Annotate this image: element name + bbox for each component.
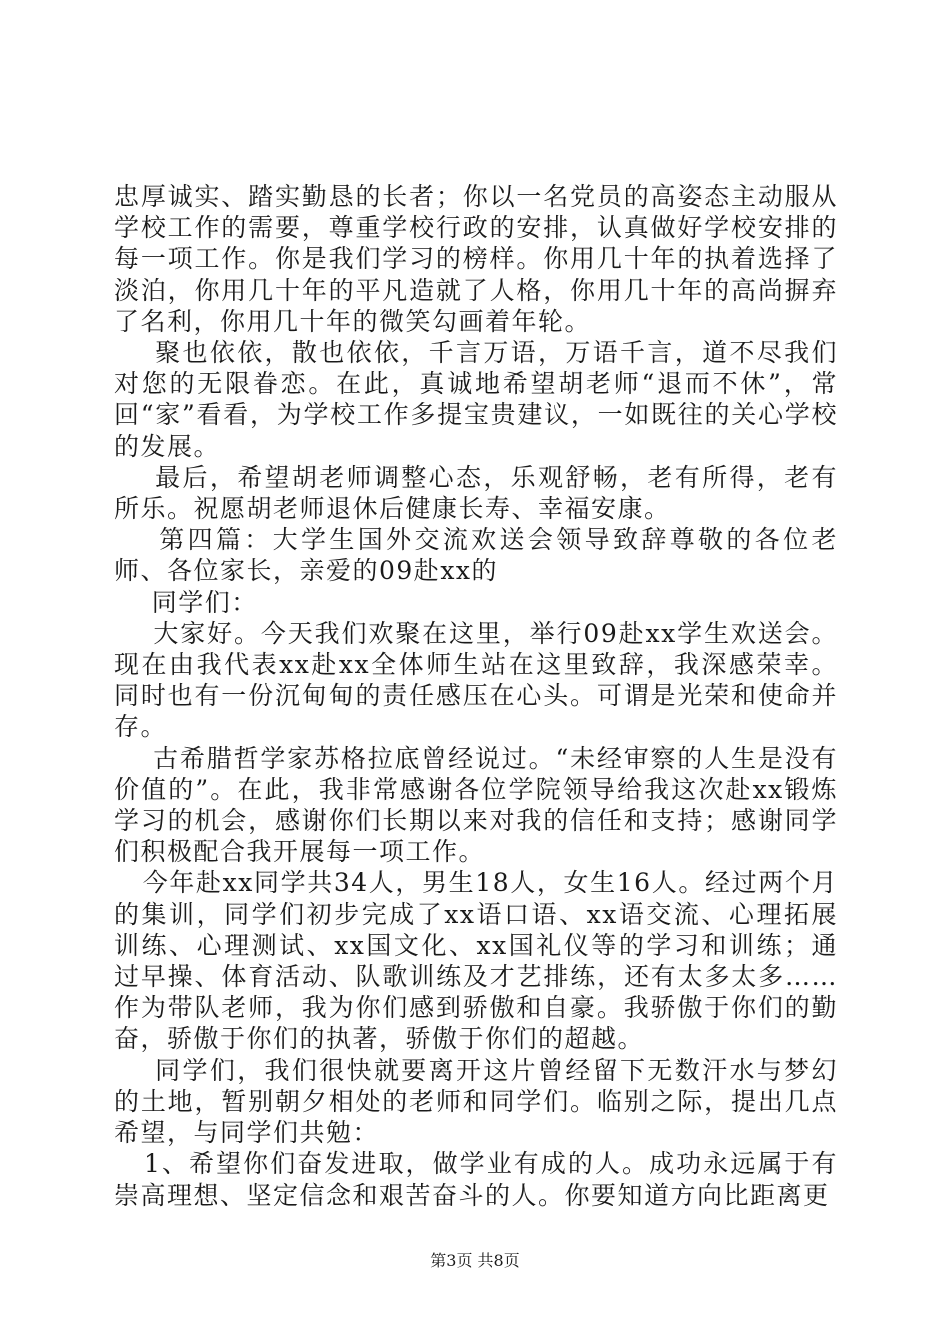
paragraph: 第四篇：大学生国外交流欢送会领导致辞尊敬的各位老师、各位家长，亲爱的09赴xx的 [114, 525, 838, 586]
paragraph: 忠厚诚实、踏实勤恳的长者；你以一名党员的高姿态主动服从学校工作的需要，尊重学校行政的安排，认真做好学校安排的每一项工作。你是我们学习的榜样。你用几十年的执着选择了淡泊，你用几十年的平凡造就了人格，你用几十年的高尚摒弃了名利，你用几十年的微笑勾画着年轮。 [114, 182, 838, 336]
paragraph: 聚也依依，散也依依，千言万语，万语千言，道不尽我们对您的无限眷恋。在此，真诚地希望胡老师“退而不休”，常回“家”看看，为学校工作多提宝贵建议，一如既往的关心学校的发展。 [114, 338, 838, 461]
paragraph: 1、希望你们奋发进取，做学业有成的人。成功永远属于有崇高理想、坚定信念和艰苦奋斗的人。你要知道方向比距离更 [114, 1149, 838, 1210]
paragraph: 大家好。今天我们欢聚在这里，举行09赴xx学生欢送会。现在由我代表xx赴xx全体师生站在这里致辞，我深感荣幸。同时也有一份沉甸甸的责任感压在心头。可谓是光荣和使命并存。 [114, 618, 839, 742]
document-body [114, 181, 838, 1211]
paragraph: 古希腊哲学家苏格拉底曾经说过。“未经审察的人生是没有价值的”。在此，我非常感谢各位学院领导给我这次赴xx锻炼学习的机会，感谢你们长期以来对我的信任和支持；感谢同学们积极配合我开展每一项工作。 [114, 743, 838, 867]
paragraph: 今年赴xx同学共34人，男生18人，女生16人。经过两个月的集训，同学们初步完成了xx语口语、xx语交流、心理拓展训练、心理测试、xx国文化、xx国礼仪等的学习和训练；通过早操、体育活动、队歌训练及才艺排练，还有太多太多……作为带队老师，我为你们感到骄傲和自豪。我骄傲于你们的勤奋，骄傲于你们的执著，骄傲于你们的超越。 [114, 868, 838, 1054]
paragraph: 最后，希望胡老师调整心态，乐观舒畅，老有所得，老有所乐。祝愿胡老师退休后健康长寿、幸福安康。 [114, 462, 838, 524]
paragraph: 同学们，我们很快就要离开这片曾经留下无数汗水与梦幻的土地，暂别朝夕相处的老师和同学们。临别之际，提出几点希望，与同学们共勉： [114, 1055, 838, 1148]
page-number-footer: 第3页 共8页 [430, 1251, 520, 1270]
paragraph: 同学们： [114, 587, 258, 617]
